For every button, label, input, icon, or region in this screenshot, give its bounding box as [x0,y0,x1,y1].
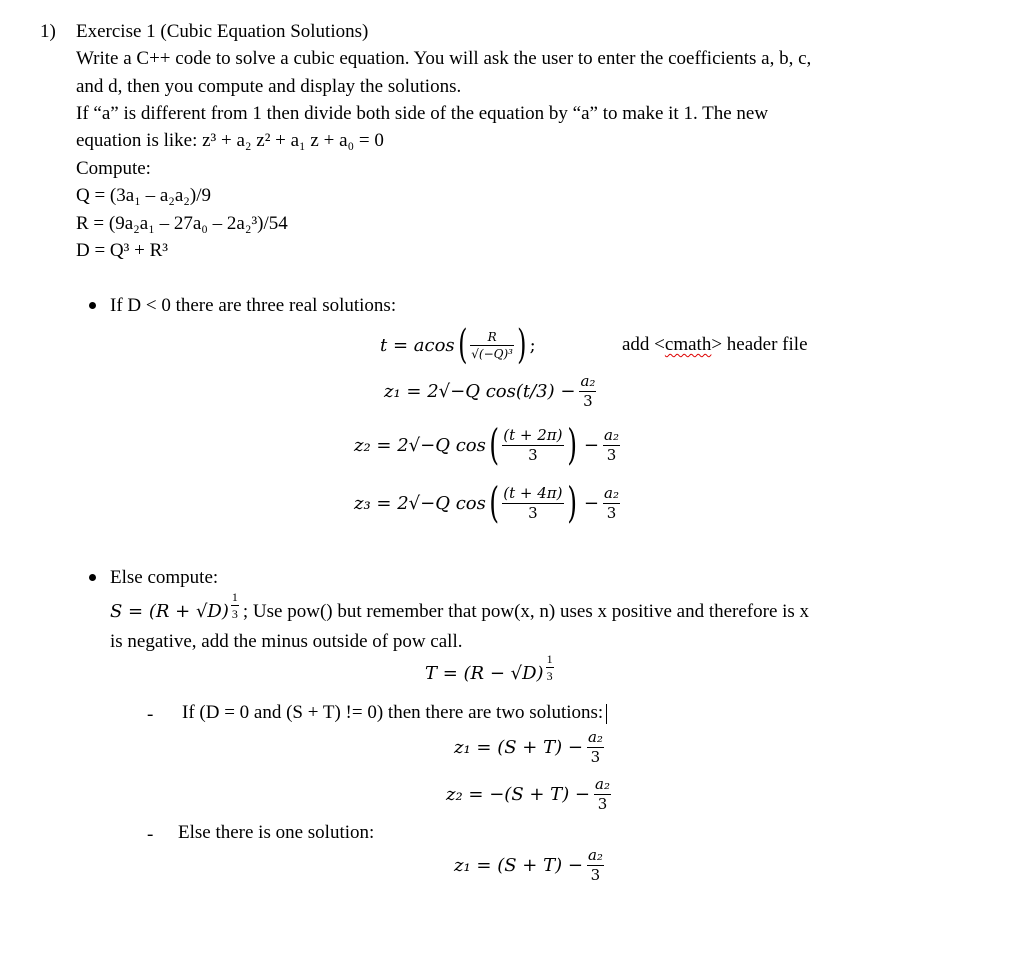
two-z1-fraction [587,727,604,766]
s-exp-den: 3 [231,606,238,621]
s-formula: S = (R + √D) [110,600,229,622]
one-z1-lhs: z₁ = (S + T) − [454,854,583,876]
z1-denominator: 3 [583,391,593,410]
z3-numerator: (t + 4π) [503,483,563,502]
one-z1-formula [454,842,604,888]
two-z2-three: 3 [597,794,608,813]
z2-lhs: z₂ = 2√−Q cos [354,434,486,456]
one-z1-a2: a₂ [587,845,603,864]
two-z2-lhs: z₂ = −(S + T) − [446,783,591,805]
intro-line-4: equation is like: z³ + a₂ z² + a₁ z + a₀ = 0 [76,130,384,151]
dash-marker: - [147,704,154,725]
bullet-icon [89,302,96,309]
intro-line-2: and d, then you compute and display the solutions. [76,76,462,97]
one-solution-heading: Else there is one solution: [178,822,375,843]
z3-fraction [603,483,620,522]
else-heading: Else compute: [110,567,219,588]
z2-inner-fraction [502,425,563,464]
z2-denominator: 3 [528,445,538,464]
three-real-heading: If D < 0 there are three real solutions: [110,295,397,316]
t-exp-num: 1 [546,651,553,666]
z2-formula [354,420,620,470]
right-paren: ) [566,478,577,527]
left-paren: ( [489,420,499,469]
formula-d: D = Q³ + R³ [76,240,168,261]
two-solutions-text: If (D = 0 and (S + T) != 0) then there are two solutions: [182,702,604,723]
t-exponent [546,653,554,682]
t-lhs: t = acos [380,334,455,356]
z3-three: 3 [606,503,617,522]
left-paren: ( [457,322,468,368]
t-numerator: R [470,331,514,346]
z2-minus: − [583,434,599,456]
z3-a2: a₂ [604,483,619,502]
one-z1-fraction [587,845,604,884]
two-z1-formula [454,724,604,770]
t-fraction [470,331,514,360]
s-note-line2: is negative, add the minus outside of pow call. [110,631,463,652]
t-else-formula: T = (R − √D) [425,662,544,684]
t-denominator: √(−Q)³ [471,346,513,361]
note-suffix: > header file [711,334,808,355]
z1-lhs: z₁ = 2√−Q cos(t/3) − [384,380,576,402]
s-exponent [231,591,239,620]
dash-marker: - [147,824,154,845]
z1-fraction [579,371,596,410]
two-z1-three: 3 [590,747,601,766]
note-cmath-word: cmath [664,334,712,355]
z2-numerator: (t + 2π) [503,425,563,444]
z2-three: 3 [606,445,617,464]
one-z1-three: 3 [590,865,601,884]
formula-q: Q = (3a₁ – a₂a₂)/9 [76,185,212,206]
z3-inner-fraction [502,483,563,522]
two-z2-a2: a₂ [595,774,610,793]
formula-r: R = (9a₂a₁ – 27a₀ – 2a₂³)/54 [76,213,288,234]
z3-formula [354,478,620,528]
left-paren: ( [489,478,499,527]
text-cursor [606,704,607,724]
z3-denominator: 3 [528,503,538,522]
note-prefix: add < [622,334,665,355]
cmath-note [622,331,808,358]
s-note: ; Use pow() but remember that pow(x, n) uses x positive and therefore is x [242,600,810,622]
right-paren: ) [566,420,577,469]
z2-fraction [603,425,620,464]
z2-a2: a₂ [604,425,619,444]
two-z2-fraction [594,774,611,813]
s-line [110,589,810,628]
t-end: ; [529,334,536,356]
two-z1-a2: a₂ [587,727,603,746]
right-paren: ) [517,322,527,368]
exercise-title: Exercise 1 (Cubic Equation Solutions) [76,21,369,42]
two-z2-formula [446,771,611,817]
compute-label: Compute: [76,158,151,179]
two-solutions-heading[interactable] [182,699,607,726]
exercise-number: 1) [40,21,56,42]
t-exp-den: 3 [546,668,553,683]
intro-line-1: Write a C++ code to solve a cubic equation. You will ask the user to enter the coefficients a, b, c, [76,48,812,69]
z1-numerator: a₂ [580,371,596,390]
z1-formula [384,368,596,414]
t-else-line [425,651,554,690]
s-exp-num: 1 [231,589,238,604]
z3-lhs: z₃ = 2√−Q cos [354,492,486,514]
intro-line-3: If “a” is different from 1 then divide both side of the equation by “a” to make it 1. The new [76,103,769,124]
bullet-icon [89,574,96,581]
two-z1-lhs: z₁ = (S + T) − [454,736,583,758]
t-formula [380,322,536,368]
z3-minus: − [583,492,599,514]
